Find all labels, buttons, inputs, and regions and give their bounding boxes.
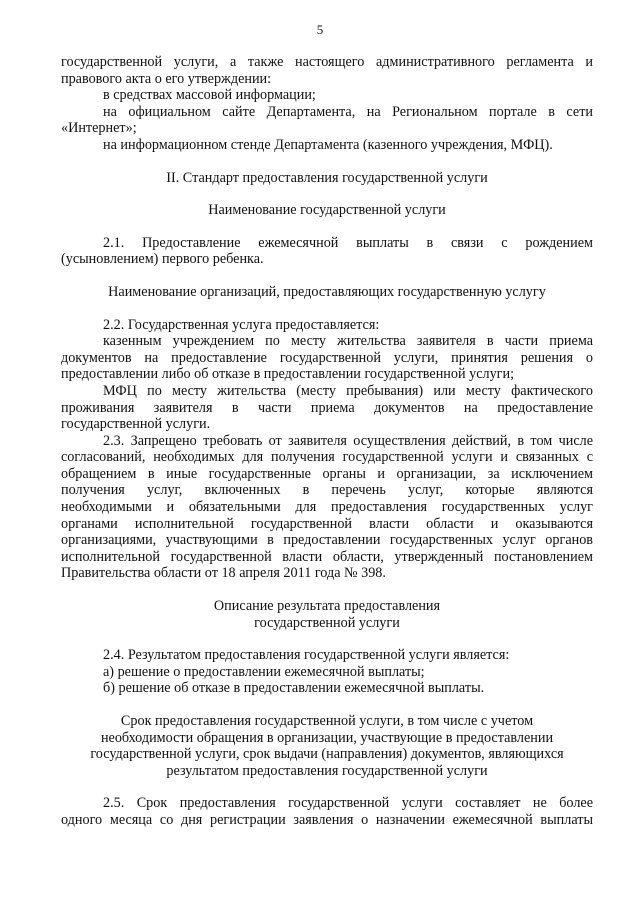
paragraph-2-3: получения услуг, включенных в перечень услуг, которые являются <box>61 482 593 499</box>
heading-organizations: Наименование организаций, предоставляющих государственную услугу <box>108 283 546 300</box>
paragraph-2-2: проживания заявителя в части приема документов на предоставление <box>61 399 593 416</box>
paragraph-2-2: документов на предоставление государственной услуги, принятия решения о <box>61 349 593 366</box>
heading-term: Срок предоставления государственной услуги, в том числе с учетом <box>120 713 534 729</box>
paragraph-2-2: МФЦ по месту жительства (месту пребывания) или месту фактического <box>103 382 593 399</box>
paragraph-2-3: организациями, участвующими в предоставлении государственных услуг органов <box>61 532 593 549</box>
paragraph-2-1: (усыновлением) первого ребенка. <box>61 251 264 268</box>
paragraph-2-4: 2.4. Результатом предоставления государственной услуги является: <box>103 647 510 664</box>
heading-result: Описание результата предоставления <box>213 598 441 615</box>
page-number: 5 <box>316 22 324 37</box>
document-body <box>61 54 593 829</box>
paragraph-2-2: предоставлении либо об отказе в предоставлении государственной услуги; <box>61 366 515 383</box>
paragraph-2-3: необходимыми и обязательными для предоставления государственных услуг <box>61 499 593 516</box>
paragraph-2-3: исполнительной государственной власти области, утвержденный постановлением <box>61 548 593 565</box>
heading-term: государственной услуги, срок выдачи (направления) документов, являющихся <box>90 746 564 763</box>
intro-item: на официальном сайте Департамента, на Региональном портале в сети <box>103 103 593 120</box>
section-title: II. Стандарт предоставления государственной услуги <box>166 169 488 186</box>
paragraph-2-3: Правительства области от 18 апреля 2011 года № 398. <box>61 565 386 582</box>
paragraph-2-3: обращением в иные государственные органы и организации, за исключением <box>61 465 593 482</box>
paragraph-2-4: б) решение об отказе в предоставлении ежемесячной выплаты. <box>103 680 485 697</box>
paragraph-2-3: согласований, необходимых для получения государственной услуги и связанных с <box>61 449 593 466</box>
heading-term: результатом предоставления государственной услуги <box>166 762 488 779</box>
heading-result: государственной услуги <box>254 614 400 631</box>
paragraph-2-3: органами исполнительной государственной власти области и оказываются <box>61 515 593 532</box>
paragraph-2-3: 2.3. Запрещено требовать от заявителя осуществления действий, в том числе <box>103 432 593 449</box>
intro-item: в средствах массовой информации; <box>103 87 316 104</box>
paragraph-2-2: казенным учреждением по месту жительства заявителя в части приема <box>103 333 593 350</box>
intro-item: на информационном стенде Департамента (казенного учреждения, МФЦ). <box>103 136 553 153</box>
paragraph-2-2: 2.2. Государственная услуга предоставляется: <box>103 316 380 333</box>
heading-term: необходимости обращения в организации, участвующие в предоставлении <box>100 729 554 746</box>
paragraph-2-5: 2.5. Срок предоставления государственной услуги составляет не более <box>103 795 593 812</box>
paragraph-2-4: а) решение о предоставлении ежемесячной выплаты; <box>103 663 425 680</box>
intro-line: правового акта о его утверждении: <box>61 70 272 87</box>
paragraph-2-2: государственной услуги. <box>61 416 211 433</box>
paragraph-2-5: одного месяца со дня регистрации заявления о назначении ежемесячной выплаты <box>61 811 593 828</box>
intro-item: «Интернет»; <box>61 120 137 137</box>
intro-line: государственной услуги, а также настоящего административного регламента и <box>61 54 593 70</box>
paragraph-2-1: 2.1. Предоставление ежемесячной выплаты в связи с рождением <box>103 234 593 251</box>
heading-service-name: Наименование государственной услуги <box>208 202 446 219</box>
